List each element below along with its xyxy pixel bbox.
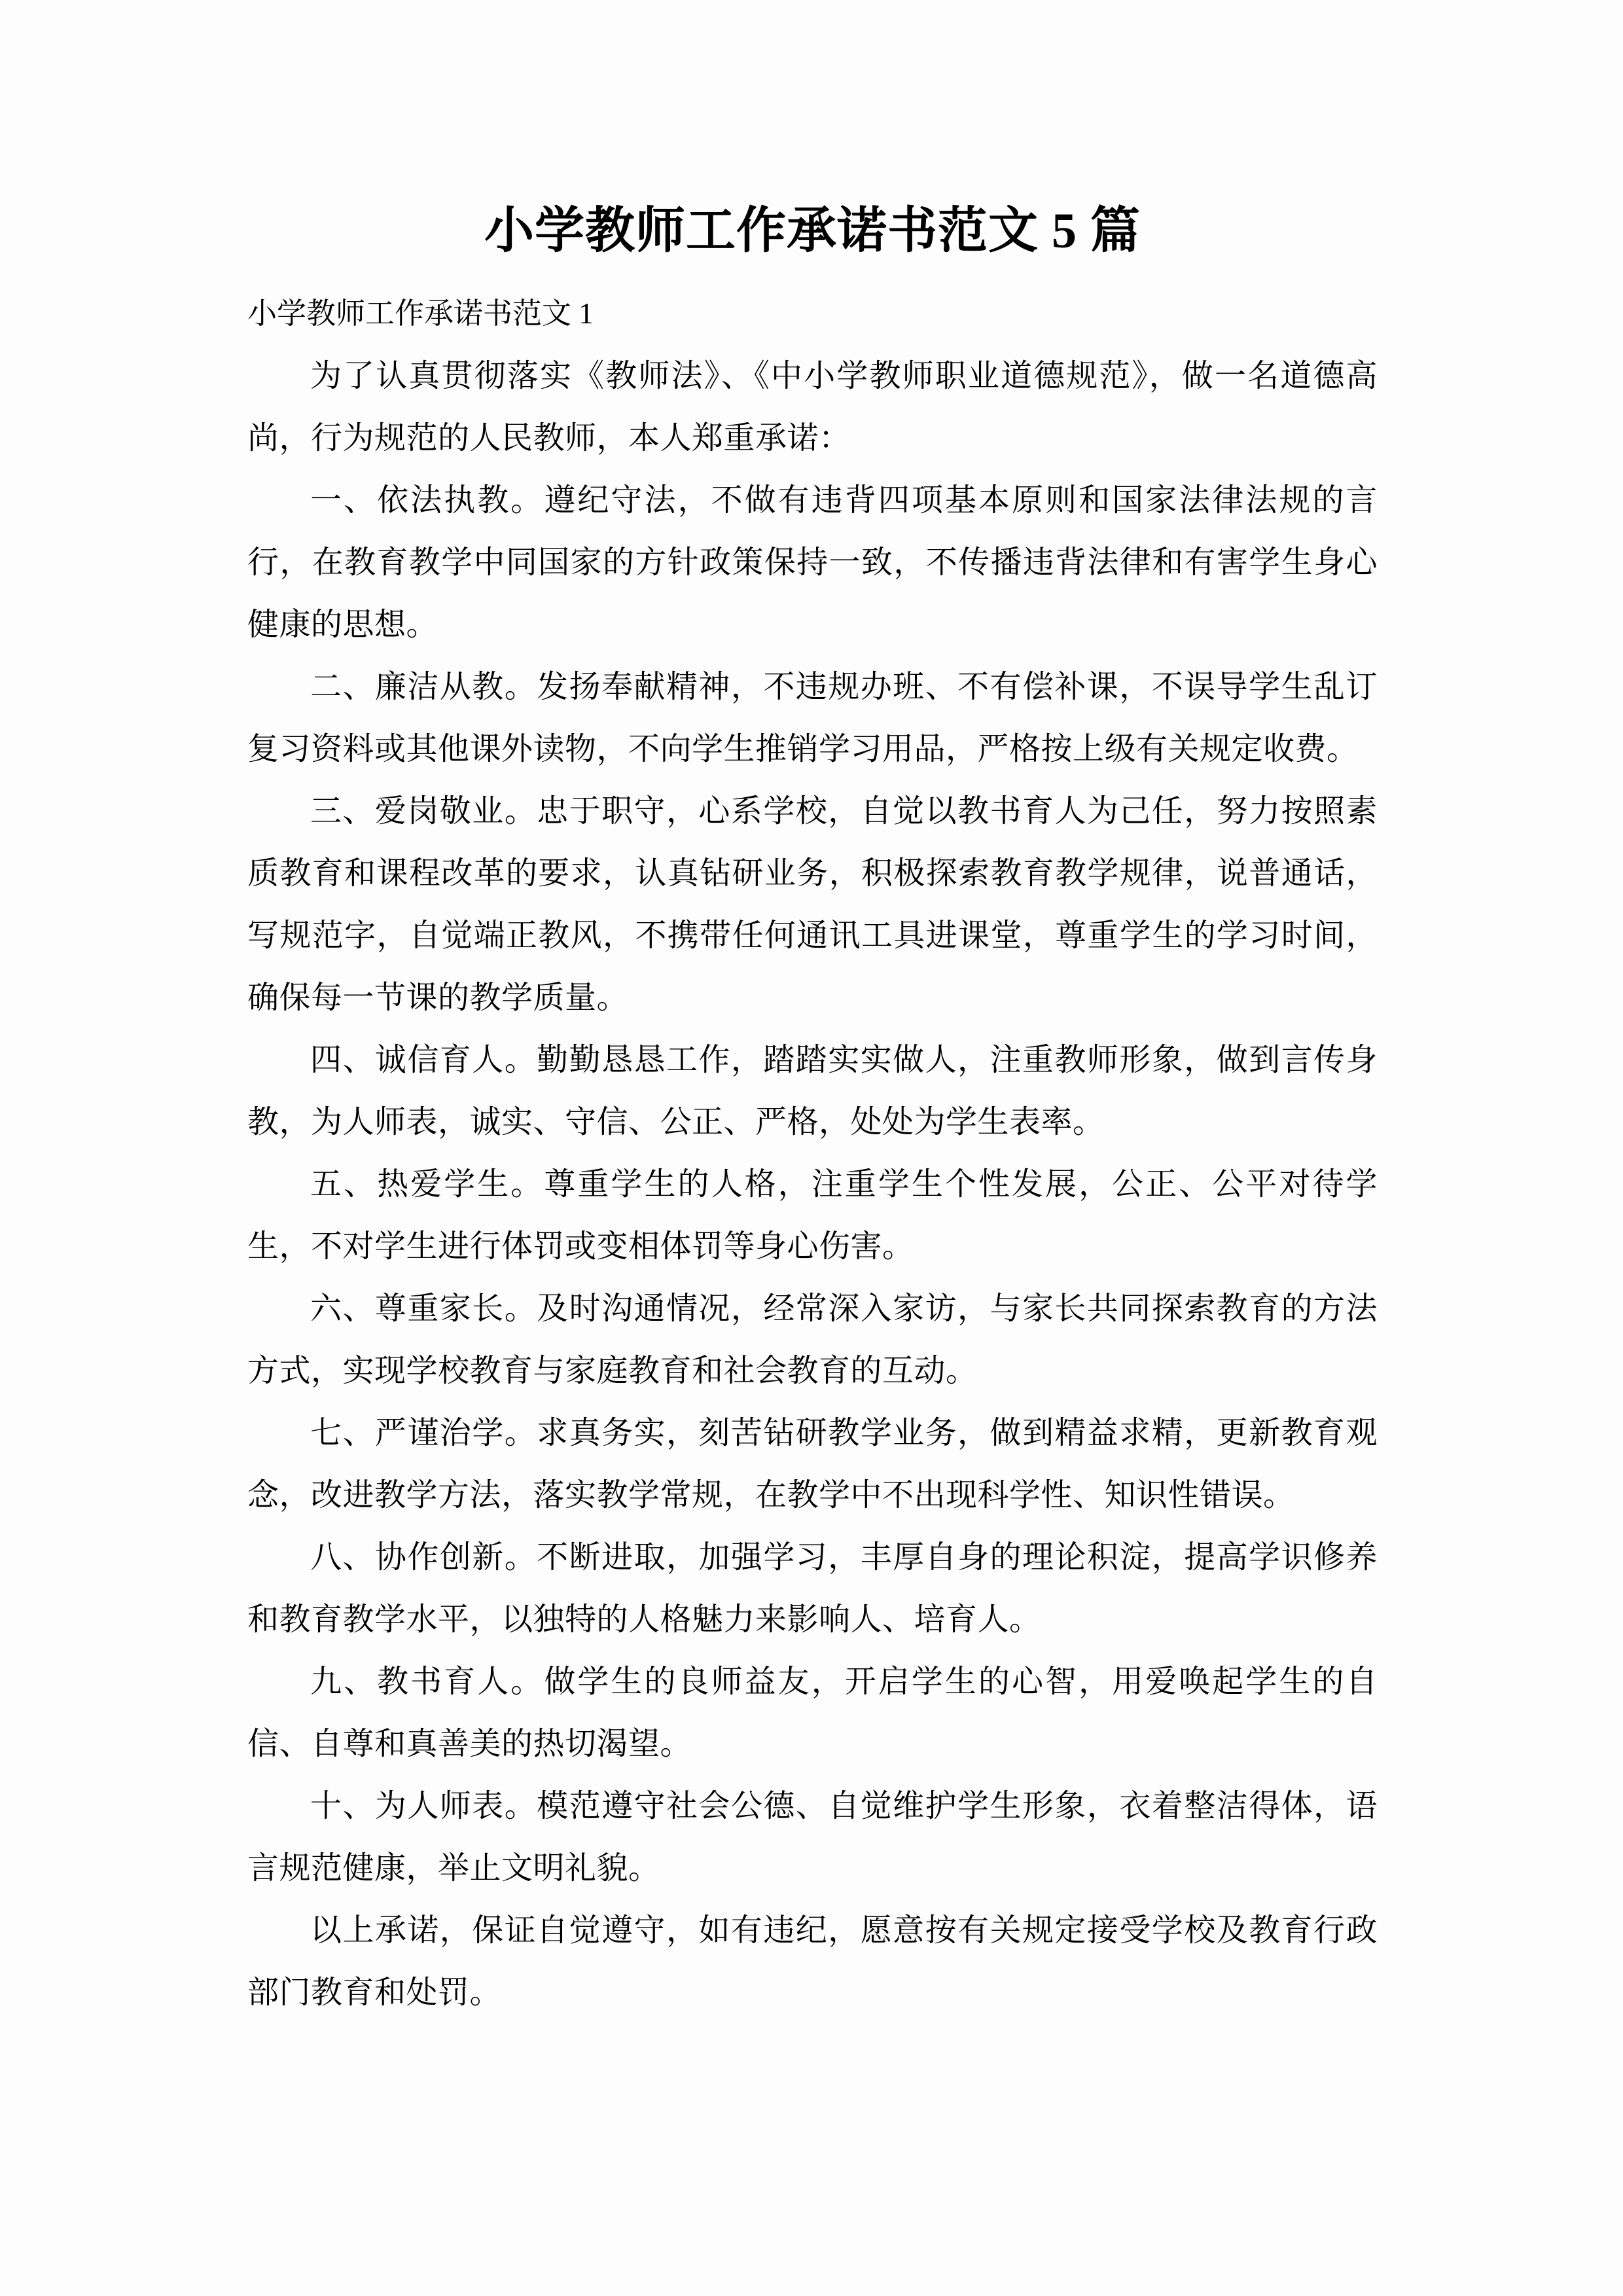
document-subtitle: 小学教师工作承诺书范文 1 <box>247 296 594 330</box>
paragraph-item-1: 一、依法执教。遵纪守法，不做有违背四项基本原则和国家法律法规的言行，在教育教学中同国家的方针政策保持一致，不传播违背法律和有害学生身心健康的思想。 <box>247 482 1378 642</box>
paragraph-item-10: 十、为人师表。模范遵守社会公德、自觉维护学生形象，衣着整洁得体，语言规范健康，举止文明礼貌。 <box>247 1788 1378 1886</box>
paragraph-intro: 为了认真贯彻落实《教师法》、《中小学教师职业道德规范》，做一名道德高尚，行为规范的人民教师，本人郑重承诺： <box>247 358 1378 456</box>
paragraph-closing: 以上承诺，保证自觉遵守，如有违纪，愿意按有关规定接受学校及教育行政部门教育和处罚。 <box>247 1912 1378 2010</box>
paragraph-item-4: 四、诚信育人。勤勤恳恳工作，踏踏实实做人，注重教师形象，做到言传身教，为人师表，诚实、守信、公正、严格，处处为学生表率。 <box>247 1042 1378 1139</box>
paragraph-item-8: 八、协作创新。不断进取，加强学习，丰厚自身的理论积淀，提高学识修养和教育教学水平，以独特的人格魅力来影响人、培育人。 <box>247 1539 1378 1637</box>
paragraph-item-6: 六、尊重家长。及时沟通情况，经常深入家访，与家长共同探索教育的方法方式，实现学校教育与家庭教育和社会教育的互动。 <box>247 1291 1378 1388</box>
paragraph-item-2: 二、廉洁从教。发扬奉献精神，不违规办班、不有偿补课，不误导学生乱订复习资料或其他课外读物，不向学生推销学习用品，严格按上级有关规定收费。 <box>247 669 1378 766</box>
page-title: 小学教师工作承诺书范文 5 篇 <box>484 204 1141 259</box>
document-content <box>247 0 1378 2024</box>
paragraph-item-9: 九、教书育人。做学生的良师益友，开启学生的心智，用爱唤起学生的自信、自尊和真善美的热切渴望。 <box>247 1664 1378 1761</box>
paragraph-item-3: 三、爱岗敬业。忠于职守，心系学校，自觉以教书育人为己任，努力按照素质教育和课程改革的要求，认真钻研业务，积极探索教育教学规律，说普通话，写规范字，自觉端正教风，不携带任何通讯工具进课堂，尊重学生的学习时间，确保每一节课的教学质量。 <box>247 793 1378 1015</box>
paragraph-item-7: 七、严谨治学。求真务实，刻苦钻研教学业务，做到精益求精，更新教育观念，改进教学方法，落实教学常规，在教学中不出现科学性、知识性错误。 <box>247 1415 1378 1513</box>
paragraph-item-5: 五、热爱学生。尊重学生的人格，注重学生个性发展，公正、公平对待学生，不对学生进行体罚或变相体罚等身心伤害。 <box>247 1166 1378 1264</box>
